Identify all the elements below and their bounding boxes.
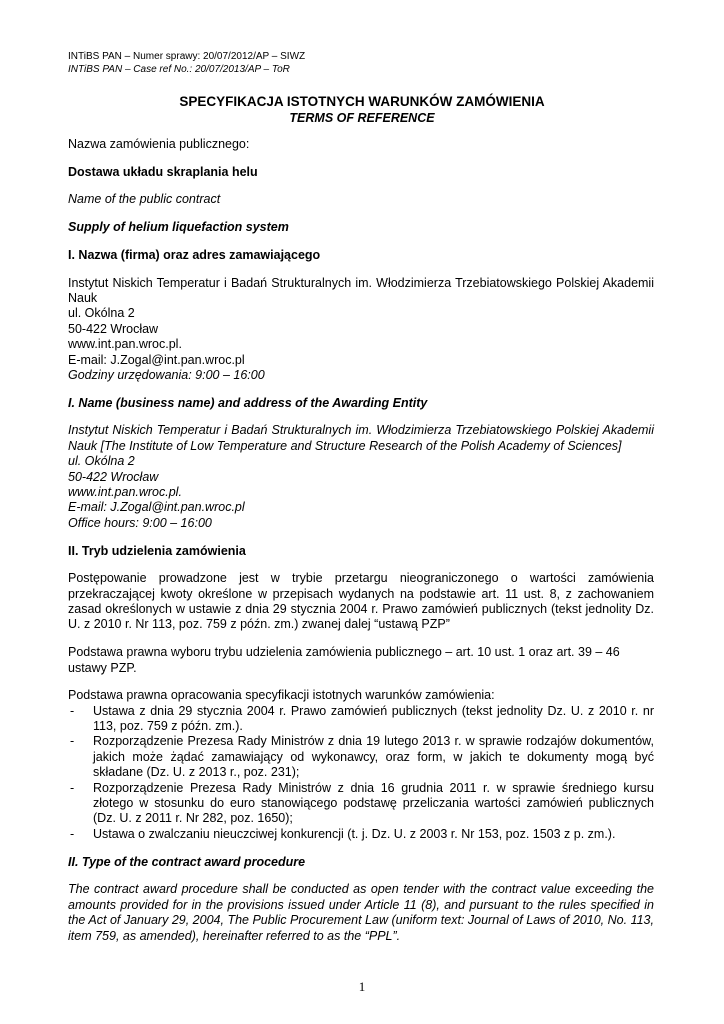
institution-name-pl: Instytut Niskich Temperatur i Badań Strukturalnych im. Włodzimierza Trzebiatowskiego Polskiej Akademii Nauk	[68, 275, 654, 305]
section2-heading-pl: II. Tryb udzielenia zamówienia	[68, 543, 246, 558]
section2-paragraph-3: Podstawa prawna opracowania specyfikacji istotnych warunków zamówienia:	[68, 688, 495, 703]
section1-heading-pl: I. Nazwa (firma) oraz adres zamawiającego	[68, 247, 321, 262]
case-ref-pl: INTiBS PAN – Numer sprawy: 20/07/2012/AP – SIWZ	[68, 51, 306, 62]
section2-heading-en: II. Type of the contract award procedure	[68, 854, 306, 869]
bullet-dash: -	[70, 780, 75, 795]
legal-basis-list	[68, 704, 654, 843]
office-hours-pl: Godziny urzędowania: 9:00 – 16:00	[68, 367, 265, 382]
contract-name-label-en: Name of the public contract	[68, 192, 221, 207]
contract-name-value-pl: Dostawa układu skraplania helu	[68, 164, 258, 179]
bullet-dash: -	[70, 703, 75, 718]
section1-heading-en: I. Name (business name) and address of the Awarding Entity	[68, 395, 428, 410]
section2-paragraph-en: The contract award procedure shall be conducted as open tender with the contract value exceeding the amounts provided for in the provisions issued under Article 11 (8), and pursuant to the rules specified in the Act of January 29, 2004, The Public Procurement Law (uniform text: Journal of Laws of 2010, No. 113, item 759, as amended), hereinafter referred to as the “PPL”.	[68, 882, 654, 943]
bullet-dash: -	[70, 826, 75, 841]
title-main: SPECYFIKACJA ISTOTNYCH WARUNKÓW ZAMÓWIENIA	[179, 94, 545, 109]
website-pl: www.int.pan.wroc.pl.	[68, 337, 182, 352]
city-en: 50-422 Wrocław	[68, 469, 159, 484]
list-item: - Ustawa z dnia 29 stycznia 2004 r. Prawo zamówień publicznych (tekst jednolity Dz. U. z 2010 r. nr 113, poz. 759 z późn. zm.).	[70, 703, 654, 734]
section1-address-pl	[68, 276, 654, 384]
document-header	[68, 50, 305, 76]
case-ref-en: INTiBS PAN – Case ref No.: 20/07/2013/AP – ToR	[68, 64, 290, 75]
city-pl: 50-422 Wrocław	[68, 321, 159, 336]
section2-paragraph-1: Postępowanie prowadzone jest w trybie przetargu nieograniczonego o wartości zamówienia przekraczającej kwoty określone w przepisach wydanych na podstawie art. 11 ust. 8, z zachowaniem zasad określonych w ustawie z dnia 29 stycznia 2004 r. Prawo zamówień publicznych (tekst jednolity Dz. U. z 2010 r. Nr 113, poz. 759 z późn. zm.) zwanej dalej “ustawą PZP”	[68, 571, 654, 632]
list-item: - Rozporządzenie Prezesa Rady Ministrów z dnia 16 grudnia 2011 r. w sprawie średniego kursu złotego w stosunku do euro stanowiącego podstawę przeliczania wartości zamówień publicznych (Dz. U. z 2011 r. Nr 282, poz. 1650);	[70, 780, 654, 826]
website-en: www.int.pan.wroc.pl.	[68, 484, 182, 499]
page-number: 1	[358, 979, 366, 994]
contract-name-label-pl: Nazwa zamówienia publicznego:	[68, 137, 250, 151]
street-pl: ul. Okólna 2	[68, 306, 135, 321]
street-en: ul. Okólna 2	[68, 454, 135, 469]
contract-name-value-en: Supply of helium liquefaction system	[68, 220, 289, 235]
section2-paragraph-2: Podstawa prawna wyboru trybu udzielenia zamówienia publicznego – art. 10 ust. 1 oraz art. 39 – 46 ustawy PZP.	[68, 645, 620, 675]
section1-address-en	[68, 423, 654, 531]
email-pl: E-mail: J.Zogal@int.pan.wroc.pl	[68, 352, 245, 367]
document-body	[68, 137, 654, 956]
institution-name-en: Instytut Niskich Temperatur i Badań Strukturalnych im. Włodzimierza Trzebiatowskiego Polskiej Akademii Nauk [The Institute of Low Temperature and Structure Research of the Polish Academy of Sciences]	[68, 423, 654, 453]
list-item: - Ustawa o zwalczaniu nieuczciwej konkurencji (t. j. Dz. U. z 2003 r. Nr 153, poz. 1503 z p. zm.).	[70, 826, 616, 841]
title-sub: TERMS OF REFERENCE	[289, 111, 435, 125]
office-hours-en: Office hours: 9:00 – 16:00	[68, 515, 212, 530]
bullet-dash: -	[70, 734, 75, 749]
document-title	[0, 94, 724, 126]
list-item: - Rozporządzenie Prezesa Rady Ministrów z dnia 19 lutego 2013 r. w sprawie rodzajów dokumentów, jakich może żądać zamawiający od wykonawcy, oraz form, w jakich te dokumenty mogą być składane (Dz. U. z 2013 r., poz. 231);	[70, 734, 654, 780]
email-en: E-mail: J.Zogal@int.pan.wroc.pl	[68, 500, 245, 515]
